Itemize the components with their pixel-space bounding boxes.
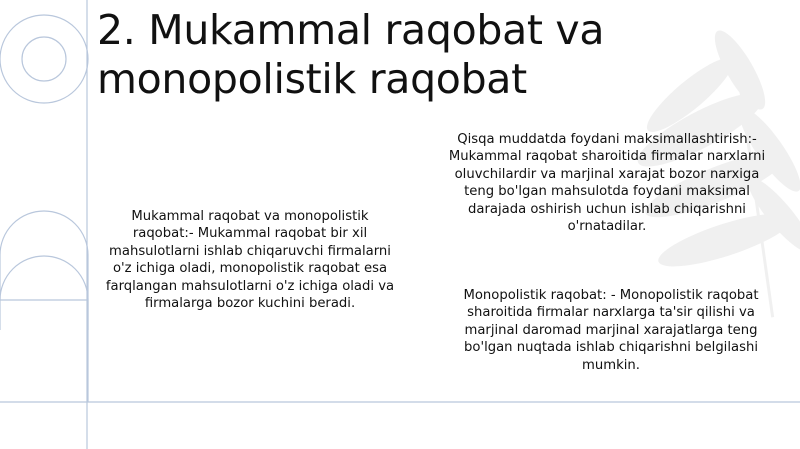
- outer-circle: [0, 15, 88, 103]
- slide-title: 2. Mukammal raqobat va monopolistik raqobat: [97, 6, 605, 103]
- right-bottom-text-block: Monopolistik raqobat: - Monopolistik raqobat sharoitida firmalar narxlarga ta'sir qilishi va marjinal daromad marjinal xarajatlarga teng bo'lgan nuqtada ishlab chiqarishni belgilashi mumkin.: [463, 288, 759, 373]
- inner-circle: [22, 37, 66, 81]
- arch-outer: [0, 211, 88, 402]
- right-top-text-block: Qisqa muddatda foydani maksimallashtirish:- Mukammal raqobat sharoitida firmalar narxlarni oluvchilardir va marjinal xarajat bozor narxiga teng bo'lgan mahsulotda foydani maksimal darajada oshirish uchun ishlab chiqarishni o'rnatadilar.: [448, 132, 766, 235]
- arch-inner: [0, 256, 88, 330]
- left-text-block: Mukammal raqobat va monopolistik raqobat:- Mukammal raqobat bir xil mahsulotlarni ishlab chiqaruvchi firmalarni o'z ichiga oladi, monopolistik raqobat esa farqlangan mahsulotlarni o'z ichiga oladi va firmalarga bozor kuchini beradi.: [105, 209, 395, 312]
